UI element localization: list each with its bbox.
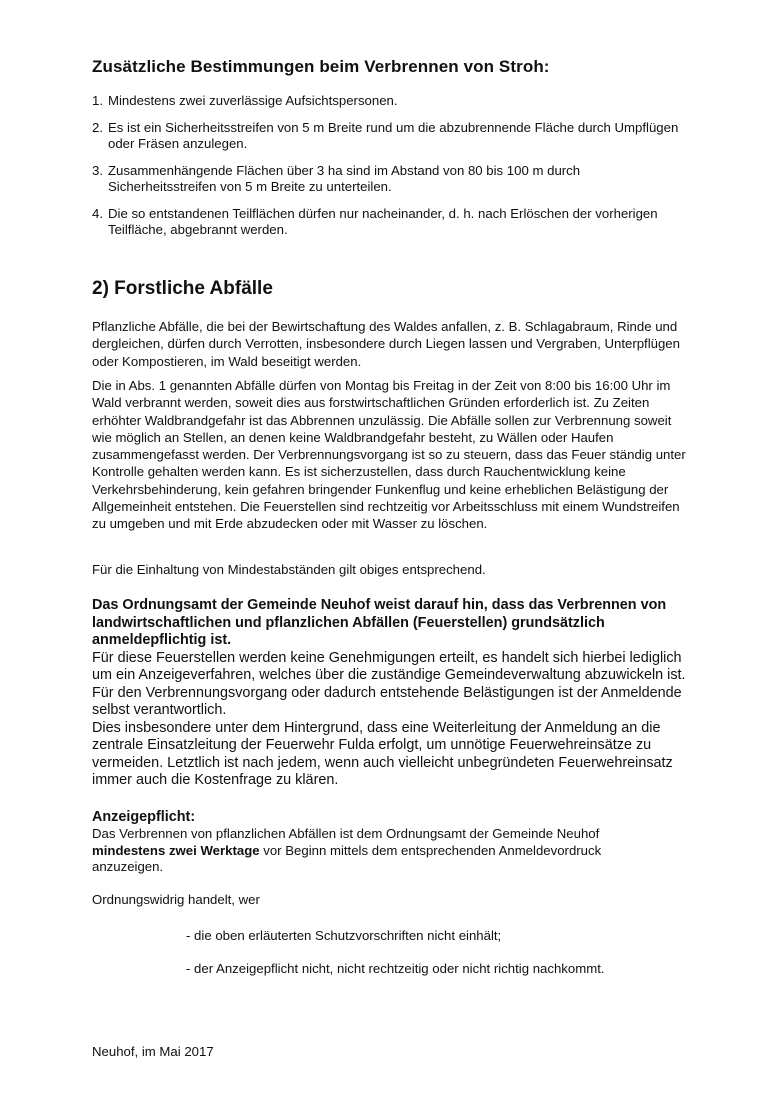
forest-paragraph-1: Pflanzliche Abfälle, die bei der Bewirtschaftung des Waldes anfallen, z. B. Schlagabraum, Rinde und dergleichen, dürfen durch Verrotten, insbesondere durch Liegen lassen und Vergraben, Unterpflügen oder Kompostieren, im Wald beseitigt werden. xyxy=(92,319,680,369)
list-item xyxy=(92,120,692,152)
notice-paragraph-2: Dies insbesondere unter dem Hintergrund, dass eine Weiterleitung der Anmeldung an die zentrale Einsatzleitung der Feuerwehr Fulda erfolgt, um unnötige Feuerwehreinsätze zu vermeiden. Letztlich ist nach jedem, wenn auch vielleicht unbegründeten Feuerwehreinsatz immer auch die Kostenfrage zu klären. xyxy=(92,719,673,788)
anzeigepflicht-title: Anzeigepflicht: xyxy=(92,809,196,825)
forest-paragraph-2: Die in Abs. 1 genannten Abfälle dürfen von Montag bis Freitag in der Zeit von 8:00 bis 16:00 Uhr im Wald verbrannt werden, soweit dies aus forstwirtschaftlichen Gründen erforderlich ist. Zu Zeiten erhöhter Waldbrandgefahr ist das Abbrennen unzulässig. Die Abfälle sollen zur Verbrennung soweit wie möglich an Stellen, an denen keine Waldbrandgefahr besteht, zu Wällen oder Haufen zusammengefasst werden. Der Verbrennungsvorgang ist so zu steuern, dass das Feuer ständig unter Kontrolle gehalten werden kann. Es ist sicherzustellen, dass durch Rauchentwicklung keine Verkehrsbehinderung, kein gefahren bringender Funkenflug und keine erheblichen Belästigung der Allgemeinheit entstehen. Die Feuerstellen sind rechtzeitig vor Arbeitsschluss mit einem Wundstreifen zu umgeben und mit Erde abzudecken oder mit Wasser zu löschen. xyxy=(92,378,686,532)
list-item-text: Es ist ein Sicherheitsstreifen von 5 m Breite rund um die abzubrennende Fläche durch Umpflügen oder Fräsen anzulegen. xyxy=(108,120,679,151)
list-item-text: Zusammenhängende Flächen über 3 ha sind im Abstand von 80 bis 100 m durch Sicherheitsstreifen von 5 m Breite zu unterteilen. xyxy=(108,163,581,194)
list-item-number: 1. xyxy=(92,93,103,108)
straw-rules-list xyxy=(92,93,692,249)
anzeigepflicht-section xyxy=(92,809,652,876)
list-item-number: 3. xyxy=(92,163,103,178)
forest-section-title: 2) Forstliche Abfälle xyxy=(92,278,273,299)
place-date: Neuhof, im Mai 2017 xyxy=(92,1044,214,1059)
anzeigepflicht-text-before: Das Verbrennen von pflanzlichen Abfällen ist dem Ordnungsamt der Gemeinde Neuhof xyxy=(92,826,600,841)
list-item xyxy=(92,163,692,195)
straw-section-title: Zusätzliche Bestimmungen beim Verbrennen von Stroh: xyxy=(92,57,550,76)
list-item xyxy=(92,93,692,109)
list-item-number: 4. xyxy=(92,206,103,221)
ordnungsamt-notice xyxy=(92,597,697,790)
list-item xyxy=(92,206,692,238)
notice-paragraph-1: Für diese Feuerstellen werden keine Genehmigungen erteilt, es handelt sich hierbei lediglich um ein Anzeigeverfahren, welches über die zuständige Gemeindeverwaltung abzuwickeln ist. Für den Verbrennungsvorgang oder dadurch entstehende Belästigungen ist der Anmeldende selbst verantwortlich. xyxy=(92,649,686,718)
ordnungswidrig-item-1: - die oben erläuterten Schutzvorschriften nicht einhält; xyxy=(186,928,502,943)
ordnungswidrig-intro: Ordnungswidrig handelt, wer xyxy=(92,892,260,907)
forest-paragraph-3: Für die Einhaltung von Mindestabständen gilt obiges entsprechend. xyxy=(92,562,486,577)
notice-heading: Das Ordnungsamt der Gemeinde Neuhof weist darauf hin, dass das Verbrennen von landwirtschaftlichen und pflanzlichen Abfällen (Feuerstellen) grundsätzlich anmeldepflichtig ist. xyxy=(92,597,667,648)
ordnungswidrig-item-2: - der Anzeigepflicht nicht, nicht rechtzeitig oder nicht richtig nachkommt. xyxy=(186,961,605,976)
anzeigepflicht-deadline: mindestens zwei Werktage xyxy=(92,842,260,858)
list-item-text: Die so entstandenen Teilflächen dürfen nur nacheinander, d. h. nach Erlöschen der vorherigen Teilfläche, abgebrannt werden. xyxy=(108,206,658,237)
list-item-text: Mindestens zwei zuverlässige Aufsichtspersonen. xyxy=(108,93,398,108)
anzeigepflicht-text-after: vor Beginn mittels dem entsprechenden Anmeldevordruck anzuzeigen. xyxy=(92,842,602,874)
list-item-number: 2. xyxy=(92,120,103,135)
